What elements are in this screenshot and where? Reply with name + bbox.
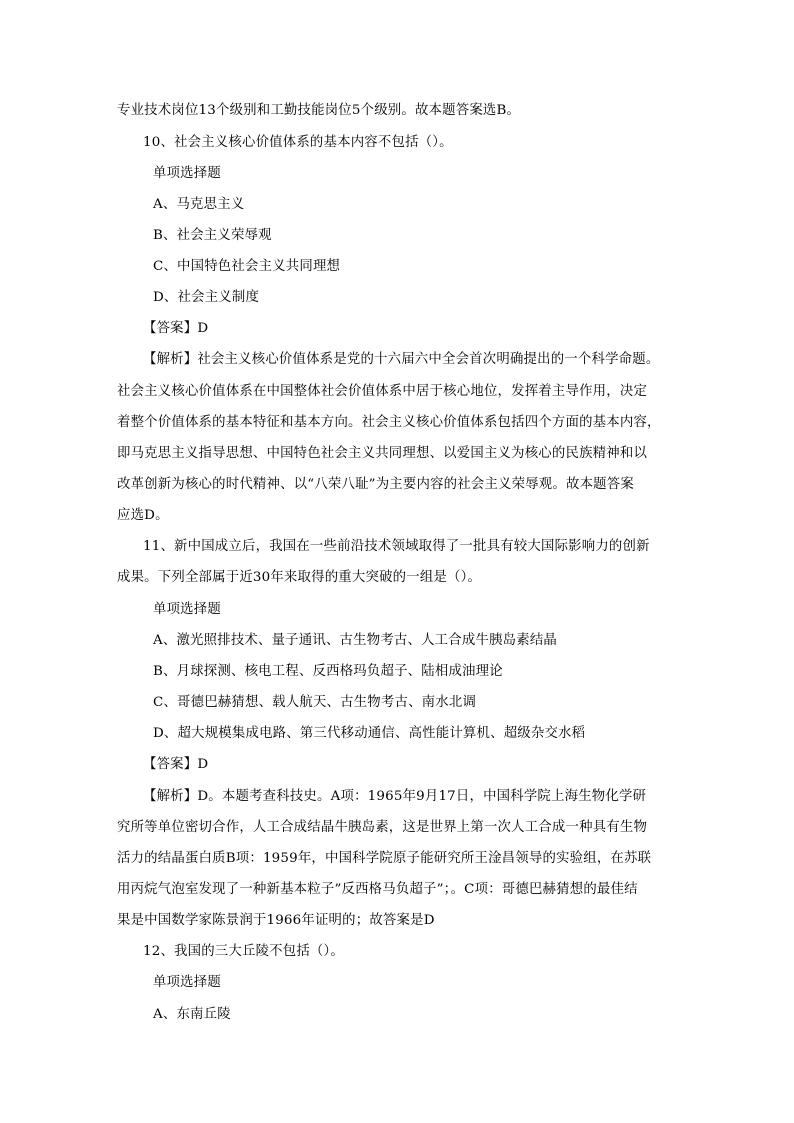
question-type-label: 单项选择题 bbox=[153, 166, 221, 181]
option-a: A、激光照排技术、量子通讯、古生物考古、人工合成牛胰岛素结晶 bbox=[153, 633, 557, 648]
question-11-stem: 成果。下列全部属于近30年来取得的重大突破的一组是（）。 bbox=[117, 570, 482, 585]
option-c: C、中国特色社会主义共同理想 bbox=[153, 259, 341, 274]
option-a: A、东南丘陵 bbox=[153, 1007, 231, 1022]
question-12-stem: 12、我国的三大丘陵不包括（）。 bbox=[143, 944, 345, 959]
text-line: 专业技术岗位13个级别和工勤技能岗位5个级别。故本题答案选B。 bbox=[117, 103, 521, 118]
option-c: C、哥德巴赫猜想、载人航天、古生物考古、南水北调 bbox=[153, 695, 477, 710]
question-10-stem: 10、社会主义核心价值体系的基本内容不包括（）。 bbox=[143, 135, 453, 150]
question-type-label: 单项选择题 bbox=[153, 975, 221, 990]
explanation-line: 即马克思主义指导思想、中国特色社会主义共同理想、以爱国主义为核心的民族精神和以 bbox=[117, 446, 648, 461]
explanation-line: 活力的结晶蛋白质B项：1959年，中国科学院原子能研究所王淦昌领导的实验组，在苏联 bbox=[117, 851, 652, 866]
explanation-line: 究所等单位密切合作，人工合成结晶牛胰岛素，这是世界上第一次人工合成一种具有生物 bbox=[117, 820, 648, 835]
option-b: B、社会主义荣辱观 bbox=[153, 228, 272, 243]
option-d: D、社会主义制度 bbox=[153, 290, 260, 305]
answer-line: 【答案】D bbox=[143, 321, 209, 336]
explanation-line: 用丙烷气泡室发现了一种新基本粒子”反西格马负超子”；。C项：哥德巴赫猜想的最佳结 bbox=[117, 882, 638, 897]
explanation-line: 应选D。 bbox=[117, 508, 169, 523]
explanation-line: 社会主义核心价值体系在中国整体社会价值体系中居于核心地位，发挥着主导作用，决定 bbox=[117, 384, 648, 399]
explanation-line: 【解析】D。本题考查科技史。A项：1965年9月17日，中国科学院上海生物化学研 bbox=[143, 789, 647, 804]
explanation-line: 【解析】社会主义核心价值体系是党的十六届六中全会首次明确提出的一个科学命题。 bbox=[143, 352, 660, 367]
option-d: D、超大规模集成电路、第三代移动通信、高性能计算机、超级杂交水稻 bbox=[153, 726, 586, 741]
option-b: B、月球探测、核电工程、反西格玛负超子、陆相成油理论 bbox=[153, 664, 503, 679]
explanation-line: 着整个价值体系的基本特征和基本方向。社会主义核心价值体系包括四个方面的基本内容， bbox=[117, 415, 661, 430]
explanation-line: 果是中国数学家陈景润于1966年证明的；故答案是D bbox=[117, 913, 435, 928]
answer-line: 【答案】D bbox=[143, 757, 209, 772]
question-type-label: 单项选择题 bbox=[153, 602, 221, 617]
question-11-stem: 11、新中国成立后，我国在一些前沿技术领域取得了一批具有较大国际影响力的创新 bbox=[143, 539, 650, 554]
explanation-line: 改革创新为核心的时代精神、以“八荣八耻”为主要内容的社会主义荣辱观。故本题答案 bbox=[117, 477, 634, 492]
option-a: A、马克思主义 bbox=[153, 197, 245, 212]
